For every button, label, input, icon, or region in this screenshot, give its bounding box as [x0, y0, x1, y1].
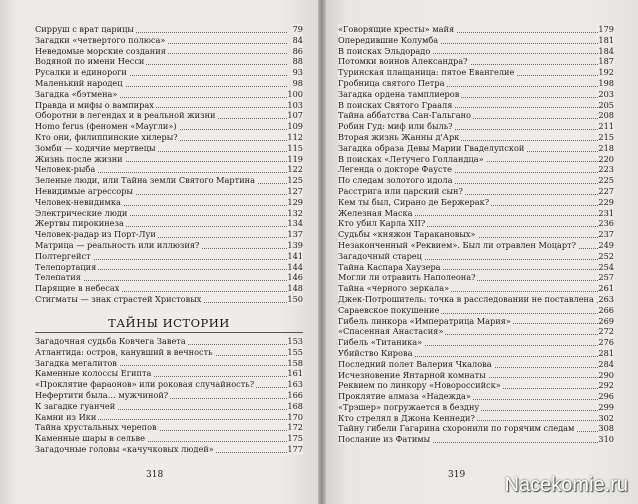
toc-entry-page: 198 [598, 77, 614, 88]
toc-entry-title: Телепортация [35, 261, 97, 272]
toc-entry-page: 155 [287, 346, 303, 357]
toc-entry [35, 358, 303, 369]
toc-entry-title: Загадки «четвертого полюса» [35, 34, 166, 45]
toc-entry-title: Матрица — реальность или иллюзия? [35, 239, 200, 250]
toc-entry-title: Стигматы — знак страстей Христовых [35, 293, 202, 304]
toc-entry-page: 290 [598, 369, 614, 380]
toc-entry-page: 281 [598, 347, 614, 358]
toc-entry-title: Незаконченный «Реквием». Был ли отравлен Моцарт? [338, 239, 577, 250]
toc-entry-page: 115 [287, 142, 303, 153]
toc-entry [35, 240, 303, 251]
toc-entry [338, 208, 614, 219]
toc-entry-title: Расстрига или царский сын? [338, 185, 463, 196]
toc-entry [35, 251, 303, 262]
toc-entry-page: 93 [292, 67, 303, 78]
toc-entry-page: 88 [292, 56, 303, 67]
toc-entry-page: 296 [598, 391, 614, 402]
toc-entry-page: 112 [287, 131, 303, 142]
toc-entry [338, 294, 614, 305]
toc-entry [35, 154, 303, 165]
toc-entry-page: 103 [287, 99, 303, 110]
toc-entry-title: Кто они, филиппинские хилеры? [35, 131, 178, 142]
toc-entry [338, 218, 614, 229]
toc-entry [35, 390, 303, 401]
toc-entry-title: «Говорящие кресты» майя [338, 24, 455, 34]
toc-entry-title: Зомби — ходячие мертвецы [35, 142, 156, 153]
toc-entry-page: 141 [287, 250, 303, 261]
toc-entry-title: Правда и мифы о вампирах [35, 99, 154, 110]
toc-entry-page: 229 [598, 196, 614, 207]
toc-entry-page: 292 [598, 380, 614, 391]
toc-entry-page: 127 [287, 185, 303, 196]
toc-entry-title: Атлантида: остров, канувший в вечность [35, 346, 213, 357]
toc-entry-title: Парящие в небесах [35, 283, 120, 294]
toc-entry-page: 100 [287, 88, 303, 99]
toc-entry-title: Тайна аббатства Сан-Гальгано [338, 110, 471, 121]
left-toc-list-2 [35, 336, 303, 455]
toc-entry-title: Электрические люди [35, 207, 128, 218]
toc-entry-page: 249 [598, 239, 614, 250]
toc-entry-title: Маленький народец [35, 77, 123, 88]
toc-entry-title: Опередившие Колумба [338, 34, 439, 45]
toc-entry [35, 121, 303, 132]
toc-entry-title: Кто убил Карла XII? [338, 218, 426, 229]
toc-entry-page: 168 [287, 400, 303, 411]
toc-entry-page: 220 [598, 153, 614, 164]
toc-entry-page: 308 [598, 423, 614, 434]
toc-entry-page: 98 [292, 77, 303, 88]
toc-entry-title: Могли ли отравить Наполеона? [338, 272, 476, 283]
left-page-number: 318 [146, 470, 164, 480]
toc-entry [338, 337, 614, 348]
toc-entry-page: 266 [598, 304, 614, 315]
toc-entry [35, 218, 303, 229]
toc-entry-page: 119 [287, 153, 303, 164]
toc-entry [338, 89, 614, 100]
toc-entry-page: 170 [287, 411, 303, 422]
toc-entry [338, 67, 614, 78]
toc-entry-page: 254 [598, 261, 614, 272]
toc-entry-title: Человек-невидимка [35, 196, 121, 207]
toc-entry [338, 164, 614, 175]
toc-entry [338, 24, 614, 35]
toc-entry [338, 262, 614, 273]
toc-entry-page: 166 [287, 389, 303, 400]
toc-entry-title: Телепатия [35, 272, 81, 283]
toc-entry [338, 143, 614, 154]
toc-entry [338, 316, 614, 327]
toc-entry [35, 294, 303, 305]
toc-entry-title: Проклятие алмаза «Надежда» [338, 391, 471, 402]
toc-entry [35, 422, 303, 433]
toc-entry [338, 78, 614, 89]
toc-entry-page: 205 [598, 99, 614, 110]
toc-entry-page: 269 [598, 315, 614, 326]
toc-entry-page: 79 [292, 24, 303, 34]
toc-entry-page: 223 [598, 164, 614, 175]
toc-entry-title: Гробница святого Петра [338, 77, 445, 88]
toc-entry [338, 348, 614, 359]
toc-entry-page: 261 [598, 283, 614, 294]
toc-entry [35, 175, 303, 186]
toc-entry [338, 186, 614, 197]
toc-entry-title: К загадке гуанчей [35, 400, 116, 411]
toc-entry-page: 208 [598, 110, 614, 121]
toc-entry-page: 203 [598, 88, 614, 99]
toc-entry-page: 150 [287, 293, 303, 304]
toc-entry-title: В поисках Святого Грааля [338, 99, 453, 110]
toc-entry-title: Каменные шары в сельве [35, 433, 145, 444]
toc-entry [35, 433, 303, 444]
toc-entry-title: Зеленые люди, или Тайна земли Святого Мартина [35, 175, 255, 186]
toc-entry-title: Убийство Кирова [338, 347, 413, 358]
toc-entry-page: 84 [292, 34, 303, 45]
section-title: ТАЙНЫ ИСТОРИИ [108, 316, 230, 330]
toc-entry [338, 402, 614, 413]
toc-entry-page: 231 [598, 207, 614, 218]
toc-entry-page: 172 [287, 422, 303, 433]
toc-entry [338, 197, 614, 208]
toc-entry-title: Загадка «бэтмена» [35, 88, 118, 99]
toc-entry-title: Послание из Фатимы [338, 434, 431, 445]
toc-entry [35, 208, 303, 219]
toc-entry [338, 413, 614, 424]
toc-entry [338, 154, 614, 165]
toc-entry-title: Тайна Каспара Хаузера [338, 261, 441, 272]
toc-entry [338, 175, 614, 186]
watermark-text: Nacekomie.ru [504, 474, 628, 496]
toc-entry-page: 122 [287, 164, 303, 175]
toc-entry [338, 56, 614, 67]
toc-entry-title: В поисках Эльдорадо [338, 45, 431, 56]
toc-entry-title: Водяной по имени Несси [35, 56, 145, 67]
toc-entry [35, 164, 303, 175]
toc-entry-page: 139 [287, 239, 303, 250]
toc-entry-title: Полтергейст [35, 250, 91, 261]
toc-entry-page: 257 [598, 272, 614, 283]
toc-entry-page: 225 [598, 175, 614, 186]
toc-entry [338, 132, 614, 143]
toc-entry-page: 187 [598, 56, 614, 67]
toc-entry-page: 263 [598, 293, 614, 304]
toc-entry-page: 158 [287, 357, 303, 368]
toc-entry-title: Русалки и единороги [35, 67, 127, 78]
toc-entry-page: 175 [287, 433, 303, 444]
toc-entry-title: Загадочная судьба Ковчега Завета [35, 336, 186, 346]
toc-entry-title: Гибель линкора «Императрица Мария» [338, 315, 511, 326]
toc-entry [35, 110, 303, 121]
toc-entry-title: Сараевское покушение [338, 304, 440, 315]
toc-entry-page: 302 [598, 412, 614, 423]
toc-entry [35, 283, 303, 294]
toc-entry-title: Homo ferus (феномен «Маугли») [35, 121, 177, 132]
toc-entry-title: Загадочный старец [338, 250, 422, 261]
toc-entry-page: 153 [287, 336, 303, 346]
toc-entry [338, 380, 614, 391]
toc-entry-title: Жизнь после жизни [35, 153, 123, 164]
toc-entry-page: 134 [287, 218, 303, 229]
toc-entry-page: 272 [598, 326, 614, 337]
toc-entry [35, 143, 303, 154]
toc-entry-title: Судьбы «княжон Таракановых» [338, 229, 476, 240]
toc-entry [338, 46, 614, 57]
toc-entry-page: 179 [598, 24, 614, 34]
toc-entry-page: 237 [598, 229, 614, 240]
toc-entry-title: Человек-рыба [35, 164, 96, 175]
toc-entry-page: 144 [287, 261, 303, 272]
toc-entry [35, 78, 303, 89]
toc-entry [35, 229, 303, 240]
toc-entry [338, 370, 614, 381]
toc-entry-title: Тайну гибели Гагарина схоронили по горячим следам [338, 423, 575, 434]
toc-entry-page: 107 [287, 110, 303, 121]
toc-entry [338, 423, 614, 434]
right-toc-list [338, 24, 614, 445]
toc-entry [35, 262, 303, 273]
toc-entry-page: 218 [598, 142, 614, 153]
toc-entry-title: Сирруш с врат царицы [35, 24, 134, 34]
toc-entry-page: 129 [287, 196, 303, 207]
toc-entry-page: 132 [287, 207, 303, 218]
toc-entry [338, 35, 614, 46]
toc-entry-title: Человек-радар из Порт-Луи [35, 229, 156, 240]
toc-entry-page: 252 [598, 250, 614, 261]
toc-entry-title: Загадочные головы «качучковых людей» [35, 443, 214, 454]
toc-entry-title: «Проклятие фараонов» или роковая случайность? [35, 379, 255, 390]
toc-entry [338, 391, 614, 402]
toc-entry-page: 86 [292, 45, 303, 56]
toc-entry [338, 434, 614, 445]
toc-entry [35, 46, 303, 57]
toc-entry [338, 283, 614, 294]
toc-entry [35, 186, 303, 197]
toc-entry [35, 56, 303, 67]
toc-entry-page: 137 [287, 229, 303, 240]
toc-entry [35, 368, 303, 379]
toc-entry-title: Кем ты был, Сирано де Бержерак? [338, 196, 490, 207]
toc-entry-page: 177 [287, 443, 303, 454]
toc-entry-title: Загадка ордена тамплиеров [338, 88, 460, 99]
toc-entry [35, 89, 303, 100]
toc-entry-page: 146 [287, 272, 303, 283]
toc-entry [338, 359, 614, 370]
toc-entry [338, 272, 614, 283]
toc-entry-page: 184 [598, 45, 614, 56]
toc-entry-title: Каменные колоссы Египта [35, 368, 152, 379]
toc-entry-title: Робин Гуд: миф или быль? [338, 121, 453, 132]
toc-entry [338, 121, 614, 132]
toc-entry [35, 401, 303, 412]
toc-entry-title: Невидимые агрессоры [35, 185, 133, 196]
toc-entry-page: 109 [287, 121, 303, 132]
toc-entry-title: Последний полет Валерия Чкалова [338, 358, 492, 369]
toc-entry-title: Неведомые морские создания [35, 45, 166, 56]
toc-entry [35, 24, 303, 35]
toc-entry-title: «Трэшер» погружается в бездну [338, 401, 480, 412]
toc-entry-title: Загадка мегалитов [35, 357, 117, 368]
toc-entry [35, 272, 303, 283]
toc-entry-title: В поисках «Летучего Голландца» [338, 153, 484, 164]
section-rule [35, 332, 303, 333]
book-gutter [318, 0, 326, 504]
toc-entry-title: Реквием по линкору «Новороссийск» [338, 380, 501, 391]
toc-entry-title: Легенда о докторе Фаусте [338, 164, 453, 175]
toc-entry-title: Потомки воинов Александра? [338, 56, 468, 67]
toc-entry-title: По следам золотого идола [338, 175, 453, 186]
toc-entry [35, 67, 303, 78]
toc-entry-page: 211 [598, 121, 614, 132]
left-toc-list-1 [35, 24, 303, 305]
toc-entry-page: 284 [598, 358, 614, 369]
toc-entry [35, 336, 303, 347]
toc-entry-title: Гибель «Титаника» [338, 337, 423, 348]
toc-entry-page: 163 [287, 379, 303, 390]
toc-entry [35, 197, 303, 208]
toc-entry [35, 444, 303, 455]
toc-entry [35, 132, 303, 143]
toc-entry-title: Нефертити была… мужчиной? [35, 389, 169, 400]
toc-entry-title: Загадка образа Девы Марии Гваделупской [338, 142, 525, 153]
toc-entry [338, 240, 614, 251]
toc-entry [338, 305, 614, 316]
toc-entry-page: 310 [598, 434, 614, 445]
toc-entry-title: Тайна «черного зеркала» [338, 283, 450, 294]
toc-entry-page: 125 [287, 175, 303, 186]
toc-entry-title: Исчезновение Янтарной комнаты [338, 369, 486, 380]
toc-entry-title: Оборотни в легендах и в реальной жизни [35, 110, 216, 121]
toc-entry-page: 276 [598, 337, 614, 348]
toc-entry [338, 326, 614, 337]
toc-entry [35, 347, 303, 358]
toc-entry-title: Камни из Ики [35, 411, 97, 422]
toc-entry [338, 110, 614, 121]
toc-entry [338, 229, 614, 240]
toc-entry [35, 379, 303, 390]
right-page-number: 319 [448, 470, 466, 480]
toc-entry [338, 100, 614, 111]
toc-entry-title: Туринская плащаница: пятое Евангелие [338, 67, 515, 78]
toc-entry [35, 412, 303, 423]
toc-entry-title: «Спасенная Анастасия» [338, 326, 444, 337]
toc-entry-title: Железная Маска [338, 207, 413, 218]
toc-entry-page: 236 [598, 218, 614, 229]
toc-entry-title: Жертвы пирокинеза [35, 218, 124, 229]
toc-entry-title: Кто стрелял в Джона Кеннеди? [338, 412, 475, 423]
toc-entry-page: 181 [598, 34, 614, 45]
toc-entry-page: 299 [598, 401, 614, 412]
toc-entry-title: Джек-Потрошитель: точка в расследовании не поставлена [338, 293, 594, 304]
toc-entry [35, 100, 303, 111]
toc-entry-page: 161 [287, 368, 303, 379]
toc-entry [35, 35, 303, 46]
toc-entry [338, 251, 614, 262]
toc-entry-title: Тайна хрустальных черепов [35, 422, 157, 433]
toc-entry-page: 192 [598, 67, 614, 78]
toc-entry-page: 227 [598, 185, 614, 196]
toc-entry-title: Вторая жизнь Жанны д'Арк [338, 131, 460, 142]
toc-entry-page: 215 [598, 131, 614, 142]
toc-entry-page: 148 [287, 283, 303, 294]
